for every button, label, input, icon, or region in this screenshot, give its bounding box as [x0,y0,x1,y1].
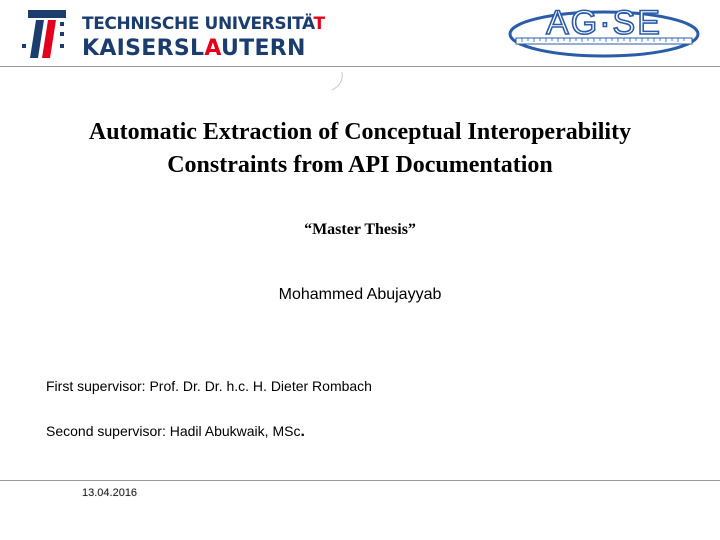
tu-logo-mark-icon [22,10,72,58]
slide-header [0,0,720,66]
agse-logo [506,4,702,60]
decorative-curve [330,70,350,94]
second-supervisor-text: Second supervisor: Hadil Abukwaik, MSc [46,423,301,439]
footer-divider [0,480,720,481]
slide-date: 13.04.2016 [82,487,138,499]
slide-title-line2: Constraints from API Documentation [167,152,553,178]
university-name-line1: TECHNISCHE UNIVERSITÄT [82,14,325,34]
second-supervisor-dot: . [300,423,305,440]
slide-subtitle: “Master Thesis” [304,221,416,238]
header-divider [0,66,720,67]
second-supervisor [46,423,305,441]
slide-title-line1: Automatic Extraction of Conceptual Interoperability [88,119,632,145]
agse-logo-text: AG·SE [546,4,662,42]
author-name: Mohammed Abujayyab [278,286,442,303]
university-name-line2: KAISERSLAUTERN [82,36,306,61]
first-supervisor: First supervisor: Prof. Dr. Dr. h.c. H. Dieter Rombach [46,378,372,394]
slide-title [0,116,720,182]
